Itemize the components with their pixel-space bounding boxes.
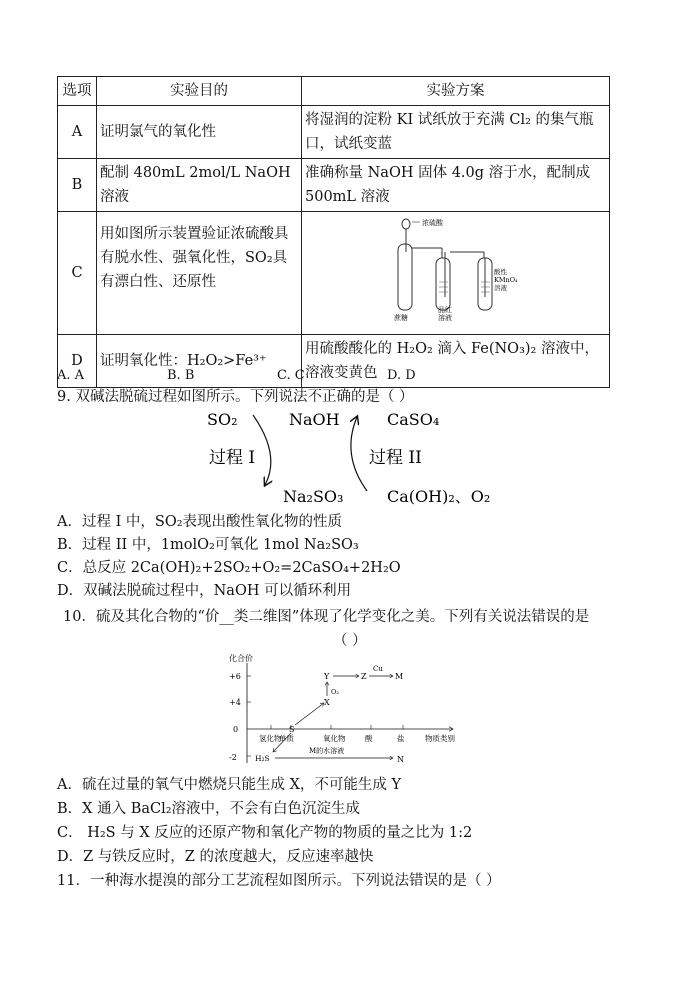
table-row — [58, 212, 610, 335]
row-purpose: 证明氧化性：H₂O₂>Fe³⁺ — [97, 335, 302, 388]
q8-answer-b: B. B — [167, 368, 195, 383]
row-purpose: 用如图所示装置验证浓硫酸具有脱水性、强氧化性，SO₂具有漂白性、还原性 — [97, 212, 302, 335]
q9-option-c: C．总反应 2Ca(OH)₂+2SO₂+O₂=2CaSO₄+2H₂O — [57, 560, 401, 576]
label-pinred: 品红 — [438, 306, 452, 314]
q9-option-a: A．过程 I 中，SO₂表现出酸性氧化物的性质 — [57, 514, 343, 530]
arrow-process1 — [253, 415, 271, 485]
row-plan: 用硫酸酸化的 H₂O₂ 滴入 Fe(NO₃)₂ 溶液中，溶液变黄色 — [302, 335, 610, 388]
label-so2: SO₂ — [207, 410, 238, 429]
q10-valence-chart — [225, 651, 475, 771]
q8-answer-d: D. D — [387, 368, 416, 383]
header-plan: 实验方案 — [302, 77, 610, 106]
q9-option-b: B．过程 II 中，1molO₂可氧化 1mol Na₂SO₃ — [57, 537, 359, 553]
xcat-category: 物质类别 — [425, 734, 455, 743]
label-o2: O₂ — [331, 688, 339, 696]
arrow-process2 — [351, 417, 367, 491]
point-s: S — [289, 725, 295, 734]
label-pinred2: 溶液 — [438, 314, 452, 322]
q10-option-d: D．Z 与铁反应时，Z 的浓度越大，反应速率越快 — [57, 849, 374, 865]
point-m: M — [395, 672, 404, 681]
q9-cycle-diagram — [195, 405, 515, 513]
label-naoh: NaOH — [289, 410, 340, 429]
label-process1: 过程 I — [209, 448, 256, 468]
table-row — [58, 159, 610, 212]
ytick-0: 0 — [233, 725, 239, 734]
row-purpose: 配制 480mL 2mol/L NaOH 溶液 — [97, 159, 302, 212]
row-plan: 将湿润的淀粉 KI 试纸放于充满 Cl₂ 的集气瓶口，试纸变蓝 — [302, 106, 610, 159]
q8-answers — [57, 366, 497, 386]
xcat-element: 单质 — [279, 734, 294, 743]
q8-answer-c: C. C — [277, 368, 305, 383]
row-option: A — [58, 106, 97, 159]
header-purpose: 实验目的 — [97, 77, 302, 106]
experiment-table — [57, 76, 610, 388]
ytick-minus2: -2 — [229, 753, 237, 762]
label-caoh2: Ca(OH)₂、O₂ — [387, 487, 491, 506]
ytick-plus4: +4 — [229, 698, 241, 707]
row-option: D — [58, 335, 97, 388]
q9-stem: 9. 双碱法脱硫过程如图所示。下列说法不正确的是（ ） — [57, 389, 414, 405]
label-na2so3: Na₂SO₃ — [283, 487, 344, 506]
point-z: Z — [361, 672, 367, 681]
xcat-salt: 盐 — [397, 734, 405, 743]
q10-stem: 10．硫及其化合物的“价__类二维图”体现了化学变化之美。下列有关说法错误的是 — [63, 609, 590, 625]
label-acid: 浓硫酸 — [422, 219, 443, 227]
arrow-s-to-x — [295, 703, 324, 725]
row-option: C — [58, 212, 97, 335]
row-option: B — [58, 159, 97, 212]
xcat-oxide: 氧化物 — [323, 734, 346, 743]
label-caso4: CaSO₄ — [387, 410, 440, 429]
header-option: 选项 — [58, 77, 97, 106]
point-y: Y — [324, 672, 330, 681]
q10-option-b: B．X 通入 BaCl₂溶液中，不会有白色沉淀生成 — [57, 801, 361, 817]
label-kmno4-3: 溶液 — [494, 284, 507, 292]
label-cu: Cu — [373, 665, 383, 673]
ytick-plus6: +6 — [229, 672, 241, 681]
q9-option-d: D．双碱法脱硫过程中，NaOH 可以循环利用 — [57, 583, 352, 599]
label-kmno4-1: 酸性 — [494, 268, 507, 276]
xcat-hydride: 氢化物 — [259, 734, 282, 743]
q11-stem: 11．一种海水提溴的部分工艺流程如图所示。下列说法错误的是（ ） — [57, 873, 501, 889]
label-m-water: M的水溶液 — [309, 747, 345, 755]
label-kmno4-2: KMnO₄ — [494, 276, 518, 284]
label-sugar: 蔗糖 — [394, 314, 408, 322]
table-row — [58, 106, 610, 159]
row-purpose: 证明氯气的氧化性 — [97, 106, 302, 159]
xcat-acid: 酸 — [365, 734, 373, 743]
point-h2s: H₂S — [255, 754, 270, 763]
apparatus-figure — [302, 212, 608, 326]
apparatus-cell — [302, 212, 610, 335]
chart-ylabel: 化合价 — [229, 654, 253, 663]
point-n: N — [397, 755, 404, 764]
label-process2: 过程 II — [369, 448, 422, 468]
q8-answer-a: A. A — [57, 368, 85, 383]
point-x: X — [324, 698, 330, 707]
row-plan: 准确称量 NaOH 固体 4.0g 溶于水，配制成 500mL 溶液 — [302, 159, 610, 212]
q10-option-a: A．硫在过量的氧气中燃烧只能生成 X，不可能生成 Y — [57, 777, 402, 793]
q10-option-c: C． H₂S 与 X 反应的还原产物和氧化产物的物质的量之比为 1:2 — [57, 825, 473, 841]
q10-paren: （ ） — [333, 633, 367, 649]
table-header-row — [58, 77, 610, 106]
